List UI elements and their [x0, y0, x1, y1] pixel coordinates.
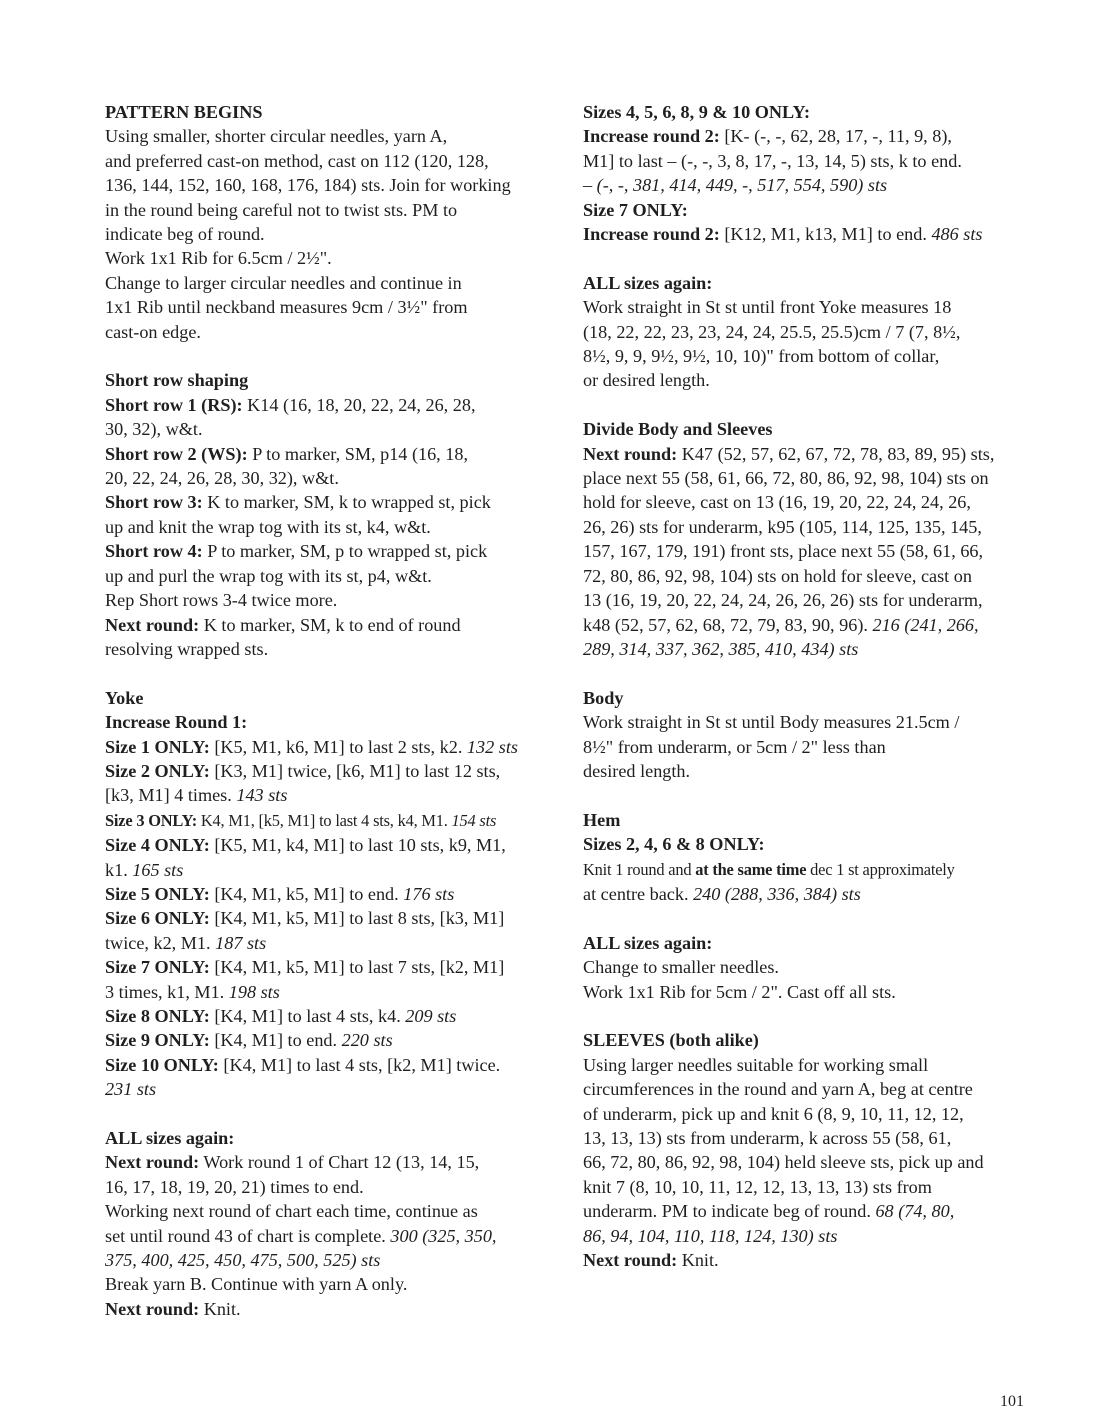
text-run: Break yarn B. Continue with yarn A only. [105, 1274, 408, 1295]
text-section [583, 686, 1043, 784]
text-run: cast-on edge. [105, 321, 201, 342]
bold-label: at the same time [695, 859, 807, 879]
bold-label: Size 3 ONLY: [105, 810, 198, 830]
text-run: 66, 72, 80, 86, 92, 98, 104) held sleeve sts, pick up and [583, 1152, 984, 1173]
bold-label: Next round: [583, 443, 678, 464]
stitch-count: 143 sts [236, 785, 288, 806]
stitch-count: 231 sts [105, 1079, 157, 1100]
text-section [105, 100, 555, 344]
text-line [583, 882, 1043, 906]
text-line [105, 173, 555, 197]
text-run: knit 7 (8, 10, 10, 11, 12, 12, 13, 13, 13) sts from [583, 1176, 932, 1197]
text-line [583, 539, 1043, 563]
text-line [583, 710, 1043, 734]
text-line [583, 1199, 1043, 1223]
text-run: P to marker, SM, p14 (16, 18, [247, 443, 469, 464]
stitch-count: 375, 400, 425, 450, 475, 500, 525) sts [105, 1250, 381, 1271]
text-section [583, 808, 1043, 907]
text-run: 1x1 Rib until neckband measures 9cm / 3½" from [105, 297, 468, 318]
text-line [583, 1150, 1043, 1174]
text-line [583, 1175, 1043, 1199]
text-run: Work round 1 of Chart 12 (13, 14, 15, [199, 1152, 480, 1173]
text-line [583, 515, 1043, 539]
text-line [105, 1248, 555, 1272]
text-run: and preferred cast-on method, cast on 112 (120, 128, [105, 150, 489, 171]
text-run: [K12, M1, k13, M1] to end. [719, 224, 932, 245]
text-line [583, 442, 1043, 466]
text-line [583, 832, 1043, 856]
text-run: K to marker, SM, k to wrapped st, pick [202, 492, 491, 513]
stitch-count: 132 sts [466, 736, 518, 757]
text-run: [K4, M1] to end. [209, 1030, 342, 1051]
text-line [583, 857, 1043, 882]
text-run: 72, 80, 86, 92, 98, 104) sts on hold for sleeve, cast on [583, 565, 972, 586]
text-run: [K3, M1] twice, [k6, M1] to last 12 sts, [209, 760, 501, 781]
text-line [105, 246, 555, 270]
text-run: 157, 167, 179, 191) front sts, place next 55 (58, 61, 66, [583, 541, 984, 562]
text-run: Rep Short rows 3-4 twice more. [105, 590, 338, 611]
text-section [583, 271, 1043, 393]
text-line [583, 1126, 1043, 1150]
text-line [105, 222, 555, 246]
text-run: 8½" from underarm, or 5cm / 2" less than [583, 736, 886, 757]
bold-label: Divide Body and Sleeves [583, 419, 773, 440]
text-run: [K4, M1, k5, M1] to end. [209, 883, 404, 904]
bold-label: SLEEVES (both alike) [583, 1030, 759, 1051]
text-line [583, 1053, 1043, 1077]
stitch-count: 198 sts [228, 981, 280, 1002]
text-line [105, 759, 555, 783]
text-run: k1. [105, 859, 133, 880]
text-line [105, 564, 555, 588]
bold-label: Increase round 2: [583, 126, 720, 147]
text-run: Knit. [199, 1298, 241, 1319]
text-line [583, 686, 1043, 710]
text-line [583, 1248, 1043, 1272]
text-line [105, 539, 555, 563]
bold-label: Next round: [583, 1250, 678, 1270]
text-run: in the round being careful not to twist sts. PM to [105, 199, 458, 220]
text-line [583, 735, 1043, 759]
text-run: Knit 1 round and [583, 859, 696, 879]
text-run: Using larger needles suitable for working small [583, 1054, 929, 1075]
bold-label: Short row 4: [105, 541, 203, 562]
text-run: twice, k2, M1. [105, 932, 216, 953]
text-line [105, 1224, 555, 1248]
text-section [105, 686, 555, 1102]
text-line [105, 466, 555, 490]
text-line [583, 955, 1043, 979]
text-run: 20, 22, 24, 26, 28, 30, 32), w&t. [105, 468, 339, 489]
text-line [105, 1272, 555, 1296]
text-line [105, 783, 555, 807]
text-line [583, 1224, 1043, 1248]
text-run: 13, 13, 13) sts from underarm, k across 55 (58, 61, [583, 1127, 952, 1148]
text-line [105, 833, 555, 857]
text-line [583, 198, 1043, 222]
text-line [105, 393, 555, 417]
text-line [105, 1028, 555, 1052]
text-section [583, 417, 1043, 661]
text-run: place next 55 (58, 61, 66, 72, 80, 86, 92, 98, 104) sts on [583, 468, 989, 489]
text-line [583, 222, 1043, 246]
text-run: M1] to last – (-, -, 3, 8, 17, -, 13, 14, 5) sts, k to end. [583, 150, 962, 171]
bold-label: Short row shaping [105, 370, 249, 391]
text-line [583, 368, 1043, 392]
text-line [583, 490, 1043, 514]
text-section [583, 931, 1043, 1004]
text-line [583, 980, 1043, 1004]
text-run: [K5, M1, k4, M1] to last 10 sts, k9, M1, [209, 835, 506, 856]
text-line [583, 466, 1043, 490]
bold-label: Short row 3: [105, 492, 203, 513]
text-line [583, 295, 1043, 319]
bold-label: Increase Round 1: [105, 712, 248, 733]
stitch-count: 240 (288, 336, 384) sts [693, 883, 861, 904]
bold-label: Next round: [105, 614, 200, 635]
text-line [105, 490, 555, 514]
text-run: resolving wrapped sts. [105, 638, 269, 659]
text-line [105, 1004, 555, 1028]
text-section [105, 1126, 555, 1321]
text-run: [k3, M1] 4 times. [105, 785, 237, 806]
text-run: desired length. [583, 760, 691, 781]
text-run: 8½, 9, 9, 9½, 9½, 10, 10)" from bottom of collar, [583, 346, 940, 367]
text-line [583, 588, 1043, 612]
text-section [105, 368, 555, 661]
text-line [105, 271, 555, 295]
text-run: Using smaller, shorter circular needles, yarn A, [105, 126, 448, 147]
text-line [105, 955, 555, 979]
stitch-count: 300 (325, 350, [390, 1225, 497, 1246]
text-line [583, 613, 1043, 637]
bold-label: Size 9 ONLY: [105, 1030, 210, 1051]
page-number: 101 [1000, 1393, 1024, 1410]
text-line [105, 1175, 555, 1199]
text-line [105, 588, 555, 612]
text-run: [K4, M1, k5, M1] to last 8 sts, [k3, M1] [209, 908, 505, 929]
text-run: 30, 32), w&t. [105, 419, 203, 440]
text-line [583, 344, 1043, 368]
text-run: P to marker, SM, p to wrapped st, pick [202, 541, 488, 562]
text-line [583, 1028, 1043, 1052]
bold-label: Next round: [105, 1298, 200, 1319]
text-line [583, 271, 1043, 295]
text-run: k48 (52, 57, 62, 68, 72, 79, 83, 90, 96). [583, 614, 873, 635]
bold-label: Sizes 2, 4, 6 & 8 ONLY: [583, 834, 765, 855]
text-run: Change to smaller needles. [583, 957, 779, 978]
bold-label: ALL sizes again: [583, 272, 713, 293]
text-run: 26, 26) sts for underarm, k95 (105, 114, 125, 135, 145, [583, 516, 982, 537]
text-line [583, 320, 1043, 344]
text-run: Work straight in St st until front Yoke measures 18 [583, 297, 952, 318]
text-run: K47 (52, 57, 62, 67, 72, 78, 83, 89, 95) sts, [677, 443, 995, 464]
text-run: up and purl the wrap tog with its st, p4, w&t. [105, 565, 432, 586]
text-run: K to marker, SM, k to end of round [199, 614, 461, 635]
text-section [583, 1028, 1043, 1272]
text-run: (18, 22, 22, 23, 23, 24, 24, 25.5, 25.5)cm / 7 (7, 8½, [583, 321, 961, 342]
text-line [583, 931, 1043, 955]
text-run: dec 1 st approximately [806, 859, 955, 879]
text-run: up and knit the wrap tog with its st, k4, w&t. [105, 516, 431, 537]
bold-label: PATTERN BEGINS [105, 102, 263, 122]
stitch-count: 289, 314, 337, 362, 385, 410, 434) sts [583, 638, 859, 659]
text-run: K4, M1, [k5, M1] to last 4 sts, k4, M1. [197, 810, 452, 830]
text-line [105, 858, 555, 882]
text-line [105, 368, 555, 392]
stitch-count: 187 sts [215, 932, 267, 953]
text-line [583, 1077, 1043, 1101]
text-run: K14 (16, 18, 20, 22, 24, 26, 28, [242, 394, 476, 415]
text-run: Change to larger circular needles and continue in [105, 272, 462, 293]
text-run: 16, 17, 18, 19, 20, 21) times to end. [105, 1176, 364, 1197]
text-run: Knit. [677, 1250, 719, 1270]
text-line [105, 1199, 555, 1223]
text-line [105, 295, 555, 319]
text-line [105, 1053, 555, 1077]
text-line [105, 1126, 555, 1150]
text-line [105, 124, 555, 148]
bold-label: Next round: [105, 1152, 200, 1173]
bold-label: Size 4 ONLY: [105, 835, 210, 856]
stitch-count: 154 sts [451, 810, 497, 830]
bold-label: Short row 1 (RS): [105, 394, 243, 415]
text-run: hold for sleeve, cast on 13 (16, 19, 20, 22, 24, 24, 26, [583, 492, 971, 513]
text-line [583, 564, 1043, 588]
bold-label: Size 2 ONLY: [105, 760, 210, 781]
text-line [105, 906, 555, 930]
text-line [105, 417, 555, 441]
text-line [105, 735, 555, 759]
text-run: of underarm, pick up and knit 6 (8, 9, 10, 11, 12, 12, [583, 1103, 964, 1124]
text-line [105, 882, 555, 906]
text-run: [K- (-, -, 62, 28, 17, -, 11, 9, 8), [719, 126, 952, 147]
bold-label: ALL sizes again: [583, 932, 713, 953]
text-run: 3 times, k1, M1. [105, 981, 229, 1002]
text-run: 13 (16, 19, 20, 22, 24, 24, 26, 26, 26) sts for underarm, [583, 590, 983, 611]
text-line [105, 931, 555, 955]
text-line [583, 124, 1043, 148]
text-line [583, 1102, 1043, 1126]
text-run: set until round 43 of chart is complete. [105, 1225, 391, 1246]
text-line [105, 613, 555, 637]
text-run: [K4, M1] to last 4 sts, [k2, M1] twice. [218, 1054, 501, 1075]
text-line [105, 710, 555, 734]
text-line [583, 100, 1043, 124]
text-line [105, 808, 555, 833]
text-line [105, 515, 555, 539]
text-line [583, 759, 1043, 783]
text-run: Working next round of chart each time, continue as [105, 1201, 478, 1222]
stitch-count: 68 (74, 80, [875, 1201, 955, 1222]
text-run: indicate beg of round. [105, 224, 265, 245]
text-line [105, 100, 555, 124]
stitch-count: 220 sts [341, 1030, 393, 1051]
text-line [583, 417, 1043, 441]
stitch-count: – (-, -, 381, 414, 449, -, 517, 554, 590) sts [583, 175, 888, 196]
text-run: [K4, M1] to last 4 sts, k4. [209, 1006, 406, 1026]
text-line [105, 198, 555, 222]
bold-label: Size 5 ONLY: [105, 883, 210, 904]
text-run: circumferences in the round and yarn A, beg at centre [583, 1079, 973, 1100]
bold-label: Body [583, 687, 624, 708]
bold-label: Increase round 2: [583, 224, 720, 245]
bold-label: Size 1 ONLY: [105, 736, 210, 757]
text-run: 136, 144, 152, 160, 168, 176, 184) sts. Join for working [105, 175, 511, 196]
stitch-count: 216 (241, 266, [872, 614, 979, 635]
bold-label: Size 10 ONLY: [105, 1054, 219, 1075]
bold-label: Short row 2 (WS): [105, 443, 248, 464]
right-column [583, 100, 1043, 1297]
text-line [105, 149, 555, 173]
text-line [105, 1150, 555, 1174]
text-line [105, 1297, 555, 1321]
text-line [583, 808, 1043, 832]
text-section [583, 100, 1043, 246]
text-line [105, 637, 555, 661]
text-line [583, 149, 1043, 173]
text-run: [K5, M1, k6, M1] to last 2 sts, k2. [209, 736, 467, 757]
stitch-count: 486 sts [931, 224, 983, 245]
text-line [105, 686, 555, 710]
text-run: [K4, M1, k5, M1] to last 7 sts, [k2, M1] [209, 957, 505, 978]
text-line [105, 320, 555, 344]
stitch-count: 86, 94, 104, 110, 118, 124, 130) sts [583, 1225, 838, 1246]
text-line [583, 637, 1043, 661]
bold-label: Size 7 ONLY: [583, 199, 688, 220]
text-line [105, 980, 555, 1004]
stitch-count: 165 sts [132, 859, 184, 880]
text-line [583, 173, 1043, 197]
bold-label: Sizes 4, 5, 6, 8, 9 & 10 ONLY: [583, 102, 811, 122]
stitch-count: 209 sts [405, 1006, 457, 1026]
bold-label: ALL sizes again: [105, 1128, 235, 1149]
bold-label: Size 6 ONLY: [105, 908, 210, 929]
left-column [105, 100, 555, 1346]
text-run: underarm. PM to indicate beg of round. [583, 1201, 876, 1222]
bold-label: Hem [583, 809, 621, 830]
bold-label: Size 7 ONLY: [105, 957, 210, 978]
text-line [105, 442, 555, 466]
text-run: at centre back. [583, 883, 694, 904]
bold-label: Yoke [105, 687, 144, 708]
bold-label: Size 8 ONLY: [105, 1006, 210, 1026]
stitch-count: 176 sts [403, 883, 455, 904]
text-line [105, 1077, 555, 1101]
text-run: Work 1x1 Rib for 5cm / 2". Cast off all sts. [583, 981, 896, 1002]
text-run: Work straight in St st until Body measures 21.5cm / [583, 712, 960, 733]
text-run: or desired length. [583, 370, 710, 391]
text-run: Work 1x1 Rib for 6.5cm / 2½". [105, 248, 332, 269]
